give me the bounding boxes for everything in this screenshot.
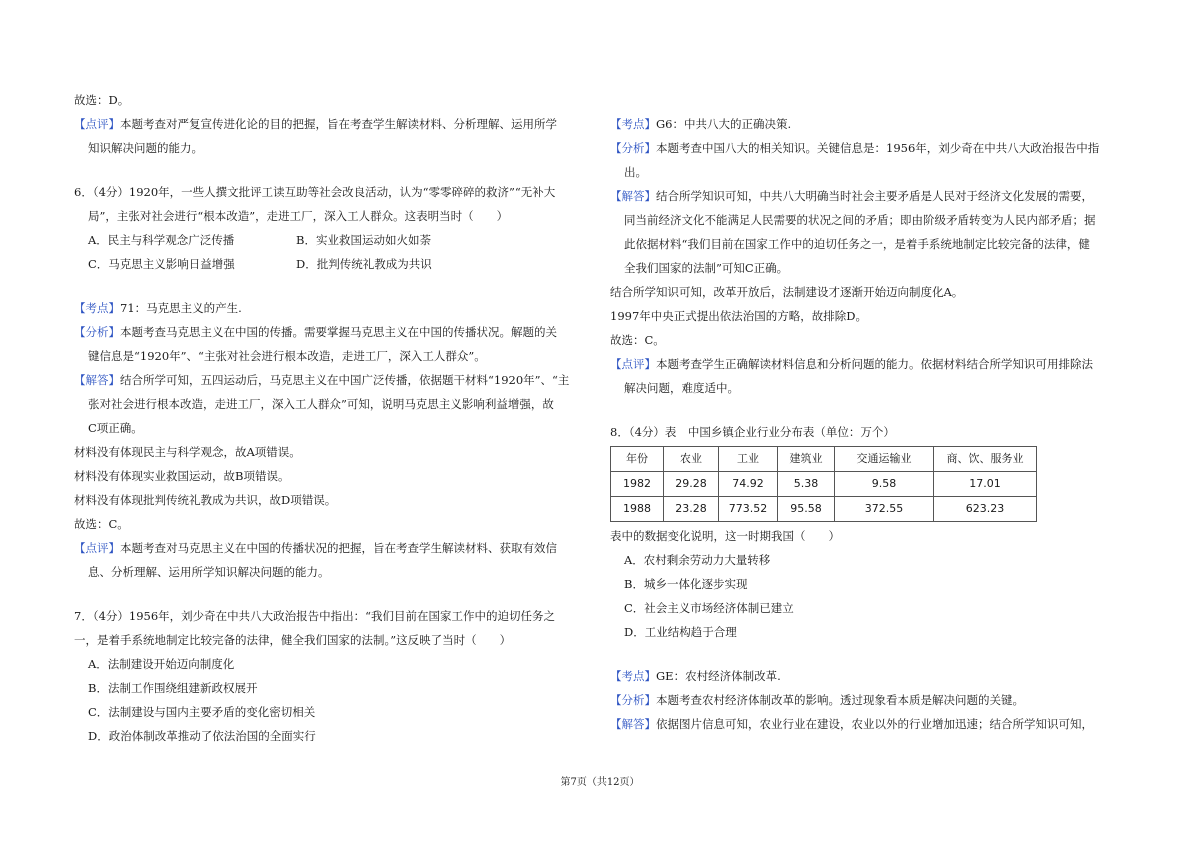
comment-tag: 【点评】	[74, 117, 120, 131]
table-cell: 95.58	[778, 497, 835, 522]
table-header-row	[611, 447, 1037, 472]
q6-elim3: 材料没有体现批判传统礼教成为共识，故D项错误。	[74, 493, 337, 507]
q5-comment-cont: 知识解决问题的能力。	[88, 141, 203, 155]
table-header-cell: 年份	[611, 447, 664, 472]
fenxi-tag: 【分析】	[74, 325, 120, 339]
q7-fenxi	[610, 136, 1132, 160]
q6-jieda-cont2: C项正确。	[88, 421, 143, 435]
q6-elim2: 材料没有体现实业救国运动，故B项错误。	[74, 469, 290, 483]
q7-jieda-cont1: 同当前经济文化不能满足人民需要的状况之间的矛盾；即由阶级矛盾转变为人民内部矛盾；据	[624, 213, 1096, 227]
q7-jieda-text: 结合所学知识可知，中共八大明确当时社会主要矛盾是人民对于经济文化发展的需要，	[656, 189, 1093, 203]
q8-option-a: A．农村剩余劳动力大量转移	[624, 553, 771, 567]
q6-stem-line1: 6．（4分）1920年，一些人撰文批评工读互助等社会改良活动，认为“零零碎碎的救济”“无补大	[74, 185, 556, 199]
q6-fenxi-cont: 键信息是“1920年”、“主张对社会进行根本改造，走进工厂，深入工人群众”。	[88, 349, 486, 363]
left-column	[74, 88, 596, 748]
q7-comment-cont: 解决问题，难度适中。	[624, 381, 739, 395]
table-cell: 623.23	[934, 497, 1037, 522]
q8-kaodian-text: GE：农村经济体制改革.	[656, 669, 781, 683]
q7-kaodian-text: G6：中共八大的正确决策.	[656, 117, 792, 131]
q6-comment-cont: 息、分析理解、运用所学知识解决问题的能力。	[88, 565, 330, 579]
q7-option-b: B．法制工作围绕组建新政权展开	[88, 681, 258, 695]
q7-answer: 故选：C。	[610, 333, 665, 347]
q6-options-row2	[74, 252, 596, 276]
table-cell: 23.28	[664, 497, 719, 522]
jieda-tag: 【解答】	[610, 189, 656, 203]
table-cell: 1988	[611, 497, 664, 522]
table-header-cell: 农业	[664, 447, 719, 472]
q8-jieda-text: 依据图片信息可知，农业行业在建设，农业以外的行业增加迅速；结合所学知识可知，	[656, 717, 1093, 731]
q7-option-a: A．法制建设开始迈向制度化	[88, 657, 235, 671]
table-cell: 74.92	[719, 472, 778, 497]
q7-option-d: D．政治体制改革推动了依法治国的全面实行	[88, 729, 316, 743]
q7-fenxi-text: 本题考查中国八大的相关知识。关键信息是：1956年，刘少奇在中共八大政治报告中指	[656, 141, 1100, 155]
q6-comment	[74, 536, 596, 560]
table-row	[611, 497, 1037, 522]
q7-jieda	[610, 184, 1132, 208]
q8-fenxi-text: 本题考查农村经济体制改革的影响。透过现象看本质是解决问题的关键。	[656, 693, 1024, 707]
q7-comment	[610, 352, 1132, 376]
table-cell: 29.28	[664, 472, 719, 497]
q7-jieda-cont3: 全我们国家的法制”可知C正确。	[624, 261, 789, 275]
q8-kaodian	[610, 664, 1132, 688]
q7-elim2: 1997年中央正式提出依法治国的方略，故排除D。	[610, 309, 867, 323]
q8-option-c: C．社会主义市场经济体制已建立	[624, 601, 794, 615]
kaodian-tag: 【考点】	[74, 301, 120, 315]
q7-jieda-cont2: 此依据材料“我们目前在国家工作中的迫切任务之一，是着手系统地制定比较完备的法律，健	[624, 237, 1090, 251]
q6-comment-text: 本题考查对马克思主义在中国的传播状况的把握，旨在考查学生解读材料、获取有效信	[120, 541, 557, 555]
q6-stem-line2: 局”，主张对社会进行“根本改造”，走进工厂，深入工人群众。这表明当时（ ）	[88, 209, 509, 223]
page-footer: 第7页（共12页）	[560, 777, 640, 788]
q6-option-a: A．民主与科学观念广泛传播	[88, 233, 235, 247]
q5-comment	[74, 112, 596, 136]
jieda-tag: 【解答】	[610, 717, 656, 731]
q8-stem-line1: 8．（4分）表 中国乡镇企业行业分布表（单位：万个）	[610, 425, 895, 439]
kaodian-tag: 【考点】	[610, 117, 656, 131]
table-cell: 17.01	[934, 472, 1037, 497]
q6-fenxi	[74, 320, 596, 344]
table-header-cell: 商、饮、服务业	[934, 447, 1037, 472]
q6-kaodian	[74, 296, 596, 320]
table-header-cell: 建筑业	[778, 447, 835, 472]
table-cell: 372.55	[835, 497, 934, 522]
q5-answer: 故选：D。	[74, 93, 130, 107]
q6-option-d: D．批判传统礼教成为共识	[296, 257, 432, 271]
q8-option-d: D．工业结构趋于合理	[624, 625, 737, 639]
fenxi-tag: 【分析】	[610, 693, 656, 707]
q6-answer: 故选：C。	[74, 517, 129, 531]
table-cell: 5.38	[778, 472, 835, 497]
jieda-tag: 【解答】	[74, 373, 120, 387]
table-cell: 773.52	[719, 497, 778, 522]
fenxi-tag: 【分析】	[610, 141, 656, 155]
q6-option-c: C．马克思主义影响日益增强	[88, 257, 235, 271]
comment-tag: 【点评】	[610, 357, 656, 371]
table-header-cell: 交通运输业	[835, 447, 934, 472]
q6-jieda-cont1: 张对社会进行根本改造，走进工厂，深入工人群众”可知，说明马克思主义影响利益增强，故	[88, 397, 554, 411]
q7-stem-line2: 一，是着手系统地制定比较完备的法律，健全我们国家的法制。”这反映了当时（ ）	[74, 633, 512, 647]
q7-option-c: C．法制建设与国内主要矛盾的变化密切相关	[88, 705, 316, 719]
right-column	[610, 112, 1132, 736]
q6-options-row1	[74, 228, 596, 252]
table-cell: 1982	[611, 472, 664, 497]
kaodian-tag: 【考点】	[610, 669, 656, 683]
q7-elim1: 结合所学知识可知，改革开放后，法制建设才逐渐开始迈向制度化A。	[610, 285, 964, 299]
q7-comment-text: 本题考查学生正确解读材料信息和分析问题的能力。依据材料结合所学知识可用排除法	[656, 357, 1093, 371]
q8-stem-line2: 表中的数据变化说明，这一时期我国（ ）	[610, 529, 840, 543]
q6-fenxi-text: 本题考查马克思主义在中国的传播。需要掌握马克思主义在中国的传播状况。解题的关	[120, 325, 557, 339]
q6-elim1: 材料没有体现民主与科学观念，故A项错误。	[74, 445, 301, 459]
table-cell: 9.58	[835, 472, 934, 497]
q6-kaodian-text: 71：马克思主义的产生.	[120, 301, 242, 315]
q7-kaodian	[610, 112, 1132, 136]
comment-tag: 【点评】	[74, 541, 120, 555]
q8-data-table	[610, 446, 1037, 522]
table-row	[611, 472, 1037, 497]
q5-comment-text: 本题考查对严复宣传进化论的目的把握，旨在考查学生解读材料、分析理解、运用所学	[120, 117, 557, 131]
q8-jieda	[610, 712, 1132, 736]
q8-fenxi	[610, 688, 1132, 712]
q7-fenxi-cont: 出。	[624, 165, 647, 179]
q6-jieda	[74, 368, 596, 392]
q7-stem-line1: 7．（4分）1956年，刘少奇在中共八大政治报告中指出：“我们目前在国家工作中的迫切任务之	[74, 609, 556, 623]
q6-option-b: B．实业救国运动如火如荼	[296, 233, 431, 247]
table-header-cell: 工业	[719, 447, 778, 472]
q8-option-b: B．城乡一体化逐步实现	[624, 577, 748, 591]
q6-jieda-text: 结合所学可知，五四运动后，马克思主义在中国广泛传播，依据题干材料“1920年”、“主	[120, 373, 570, 387]
